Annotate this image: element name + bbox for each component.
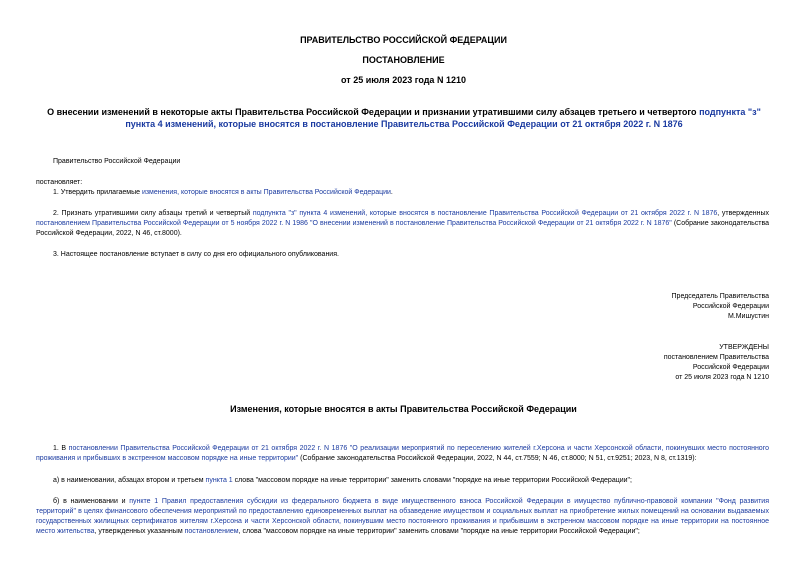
approved-line-1: УТВЕРЖДЕНЫ <box>719 344 769 351</box>
document-date-number: от 25 июля 2023 года N 1210 <box>341 75 466 85</box>
approved-block <box>469 343 769 383</box>
approved-line-3: Российской Федерации <box>692 364 769 371</box>
item-1-link[interactable]: изменения, которые вносятся в акты Правительства Российской Федерации <box>141 189 391 196</box>
changes-subitem-b-link-2[interactable]: постановлением <box>184 528 239 535</box>
approved-line-4: от 25 июля 2023 года N 1210 <box>675 374 769 381</box>
signature-line-2: Российской Федерации <box>692 303 769 310</box>
changes-subitem-b-link-1[interactable]: пункте 1 Правил предоставления субсидии из федерального бюджета в виде имущественного взноса Российской Федерации в имущество публично-правовой компании "Фонд развития территорий" в целях финансового обеспечения мероприятий по предоставлению единовременных выплат на обзаведение имуществом и социальных выплат на приобретение жилых помещений на основании выдаваемых государственных жилищных сертификатов жителям г.Херсона и части Херсонской области, покинувшим место постоянного проживания и прибывшим в экстренном массовом порядке на иные территории на постоянное место жительства <box>36 498 769 535</box>
signature-line-1: Председатель Правительства <box>671 293 769 300</box>
item-1: 1. Утвердить прилагаемые изменения, которые вносятся в акты Правительства Российской Федерации. <box>53 189 393 196</box>
government-label: Правительство Российской Федерации <box>53 158 181 165</box>
item-2: 2. Признать утратившими силу абзацы третий и четвертый подпункта "з" пункта 4 изменений, которые вносятся в постановление Правительства Российской Федерации от 21 октября 2022 г. N 1876, утвержденных постановлением Правительства Российской Федерации от 5 ноября 2022 г. N 1986 "О внесении изменений в постановление Правительства Российской Федерации от 21 октября 2022 г. N 1876" (Собрание законодательства Российской Федерации, 2022, N 46, ст.8000). <box>36 210 769 237</box>
approved-line-2: постановлением Правительства <box>663 354 769 361</box>
document-type: ПОСТАНОВЛЕНИЕ <box>362 55 445 65</box>
item-2-link-1[interactable]: подпункта "з" пункта 4 изменений, которые вносятся в постановление Правительства Российской Федерации от 21 октября 2022 г. N 1876 <box>252 210 718 217</box>
changes-subitem-a: а) в наименовании, абзацах втором и третьем пункта 1 слова "массовом порядке на иные территории" заменить словами "порядке на иные территории Российской Федерации"; <box>53 477 632 484</box>
changes-subitem-b: б) в наименовании и пункте 1 Правил предоставления субсидии из федерального бюджета в виде имущественного взноса Российской Федерации в имущество публично-правовой компании "Фонд развития территорий" в целях финансового обеспечения мероприятий по предоставлению единовременных выплат на обзаведение имуществом и социальных выплат на приобретение жилых помещений на основании выдаваемых государственных жилищных сертификатов жителям г.Херсона и части Херсонской области, покинувшим место постоянного проживания и прибывшим в экстренном массовом порядке на иные территории на постоянное место жительства, утвержденных указанным постановлением, слова "массовом порядке на иные территории" заменить словами "порядке на иные территории Российской Федерации"; <box>36 498 769 535</box>
changes-subitem-a-link[interactable]: пункта 1 <box>205 477 233 484</box>
changes-item-1-link[interactable]: постановлении Правительства Российской Федерации от 21 октября 2022 г. N 1876 "О реализации мероприятий по переселению жителей г.Херсона и части Херсонской области, покинувших место постоянного проживания и прибывших в экстренном массовом порядке на иные территории" <box>36 445 769 462</box>
title-text: О внесении изменений в некоторые акты Правительства Российской Федерации и признании утратившими силу абзацев третьего и четвертого <box>47 107 700 117</box>
item-3: 3. Настоящее постановление вступает в силу со дня его официального опубликования. <box>53 251 339 258</box>
title-link[interactable]: подпункта "з" пункта 4 изменений, которые вносятся в постановление Правительства Российской Федерации от 21 октября 2022 г. N 1876 <box>125 107 761 129</box>
signature-line-3: М.Мишустин <box>727 313 769 320</box>
document-title <box>34 106 774 130</box>
changes-item-1: 1. В постановлении Правительства Российской Федерации от 21 октября 2022 г. N 1876 "О реализации мероприятий по переселению жителей г.Херсона и части Херсонской области, покинувших место постоянного проживания и прибывших в экстренном массовом порядке на иные территории" (Собрание законодательства Российской Федерации, 2022, N 44, ст.7559; N 46, ст.8000; N 51, ст.9251; 2023, N 8, ст.1319): <box>36 445 769 462</box>
changes-heading: Изменения, которые вносятся в акты Правительства Российской Федерации <box>230 404 577 414</box>
item-2-link-2[interactable]: постановлением Правительства Российской Федерации от 5 ноября 2022 г. N 1986 "О внесении изменений в постановление Правительства Российской Федерации от 21 октября 2022 г. N 1876" <box>36 220 672 227</box>
government-header: ПРАВИТЕЛЬСТВО РОССИЙСКОЙ ФЕДЕРАЦИИ <box>300 35 507 45</box>
postanovlyaet: постановляет: <box>36 179 83 186</box>
signature-block <box>469 292 769 322</box>
